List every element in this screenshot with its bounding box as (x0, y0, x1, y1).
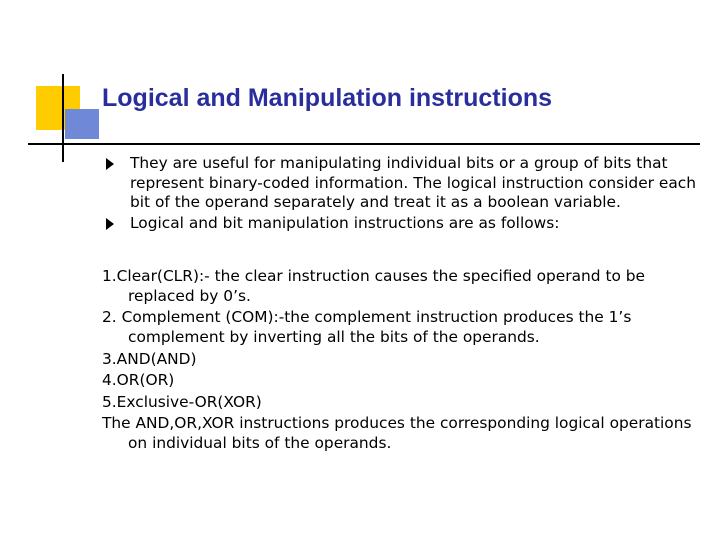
instruction-item: 3.AND(AND) (102, 349, 197, 368)
instruction-list (102, 266, 702, 454)
bullet-item (106, 214, 706, 234)
bullet-arrow-icon (106, 158, 114, 170)
bullet-list (106, 154, 706, 234)
instruction-item: 5.Exclusive-OR(XOR) (102, 392, 262, 411)
bullet-item (106, 154, 706, 213)
title-underline (28, 143, 700, 145)
instruction-item: 4.OR(OR) (102, 371, 175, 390)
instruction-summary: The AND,OR,XOR instructions produces the corresponding logical operations on individual bits of the operands. (102, 413, 692, 452)
decorative-blue-square (65, 109, 99, 139)
instruction-item: 1.Clear(CLR):- the clear instruction causes the specified operand to be replaced by 0’s. (102, 267, 646, 305)
instruction-item: 2. Complement (COM):-the complement instruction produces the 1’s complement by inverting all the bits of the operands. (102, 308, 632, 347)
decorative-vertical-line (62, 74, 64, 162)
bullet-text: Logical and bit manipulation instructions are as follows: (130, 213, 560, 232)
slide-title: Logical and Manipulation instructions (102, 84, 553, 112)
bullet-text: They are useful for manipulating individual bits or a group of bits that represent binary-coded information. The logical instruction consider each bit of the operand separately and treat it as a boolean variable. (130, 154, 697, 211)
bullet-arrow-icon (106, 218, 114, 230)
